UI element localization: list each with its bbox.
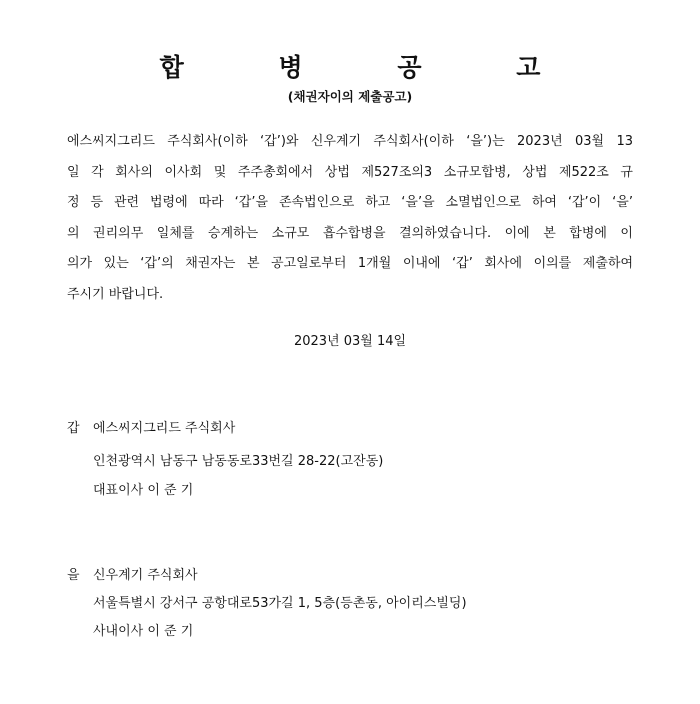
party-b-representative: 사내이사 이 준 기 xyxy=(93,624,194,639)
party-a-representative: 대표이사 이 준 기 xyxy=(93,483,194,498)
party-a-label: 갑 xyxy=(67,421,80,436)
body-line: 의가 있는 ‘갑’의 채권자는 본 공고일로부터 1개월 이내에 ‘갑’ 회사에 이의를 제출하여 xyxy=(67,256,633,271)
party-b-header xyxy=(67,567,198,585)
party-b-company-name: 신우계기 주식회사 xyxy=(93,568,198,583)
body-line: 정 등 관련 법령에 따라 ‘갑’을 존속법인으로 하고 ‘을’을 소멸법인으로 하여 ‘갑’이 ‘을’ xyxy=(67,195,633,210)
notice-title: 합 병 공 고 xyxy=(159,53,584,82)
body-line: 에스씨지그리드 주식회사(이하 ‘갑’)와 신우계기 주식회사(이하 ‘을’)는 2023년 03월 13 xyxy=(67,134,633,149)
body-line: 일 각 회사의 이사회 및 주주총회에서 상법 제527조의3 소규모합병, 상법 제522조 규 xyxy=(67,164,633,180)
notice-date: 2023년 03월 14일 xyxy=(293,334,407,349)
body-line: 주시기 바랍니다. xyxy=(67,286,164,302)
party-a-company-name: 에스씨지그리드 주식회사 xyxy=(93,421,236,436)
party-a-header xyxy=(67,420,235,438)
body-line: 의 권리의무 일체를 승계하는 소규모 흡수합병을 결의하였습니다. 이에 본 합병에 이 xyxy=(67,225,633,241)
notice-subtitle: (채권자이의 제출공고) xyxy=(287,89,413,104)
party-b-label: 을 xyxy=(67,568,80,583)
party-a-address: 인천광역시 남동구 남동동로33번길 28-22(고잔동) xyxy=(93,454,384,469)
party-b-address: 서울특별시 강서구 공항대로53가길 1, 5층(등촌동, 아이리스빌딩) xyxy=(93,596,467,611)
notice-body xyxy=(67,127,633,310)
